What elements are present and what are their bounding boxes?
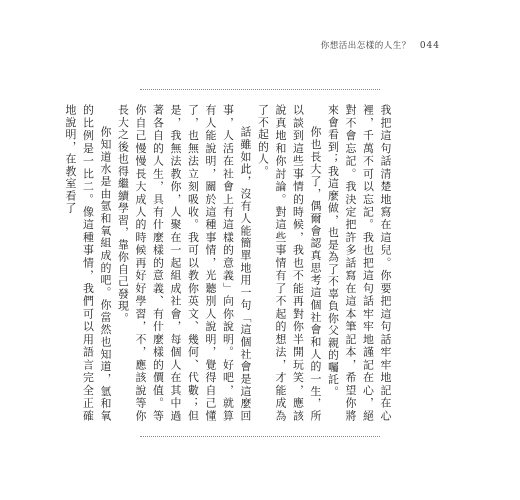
paragraph-1: 我把這句話清楚地寫在這兒。你要把這句話牢牢地記在心裡，千萬不可以忘記。我也把這句話牢牢地謹記在心，絕對不會忘記。我決定把許多話寫在這本筆記本，希望你將來會看到；我這麼做，也是為了不辜負你父親的囑託。 — [326, 104, 392, 422]
bottom-dotted-rule — [140, 436, 380, 437]
paragraph-3: 話雖如此，沒有人能簡單地用一句「這個社會是這麼回事，人活在社會上有這樣的意義」向你說明。好吧，就算有人能說明，關於這種事情，光聽別人說明，覺得自己懂了，也無法立刻吸收。我可以教你英文、幾何、代數；但是，我無法教你，人聚在一起組成社會，每個人在其中過著各自的人生，具有什麼樣的意義、有什麼樣的價值。等你自己慢慢長大成人的時候再好好學習，不，應該說等你長大之後也得繼續學習，靠你自己發現。 — [116, 104, 252, 422]
paragraph-4: 你知道水是由氫和氧組成的吧。你當然也知道，氫和氧的比例是一比二。像這種事情，我們可以用語言完全正確地說明，在教室看了 — [64, 104, 112, 422]
running-header — [321, 39, 440, 51]
body-text — [64, 104, 394, 422]
paragraph-2: 你也長大了，偶爾會認真思考這個社會和人的一生，所以談到這些事情的時候，我也不能再對你半開玩笑，應該說真地和你討論。對這些事情有了不起的想法，才能成為了不起的人。 — [256, 104, 322, 422]
page-number: 044 — [419, 41, 440, 51]
top-dotted-rule — [140, 89, 380, 90]
running-title: 你想活出怎樣的人生？ — [320, 41, 411, 51]
